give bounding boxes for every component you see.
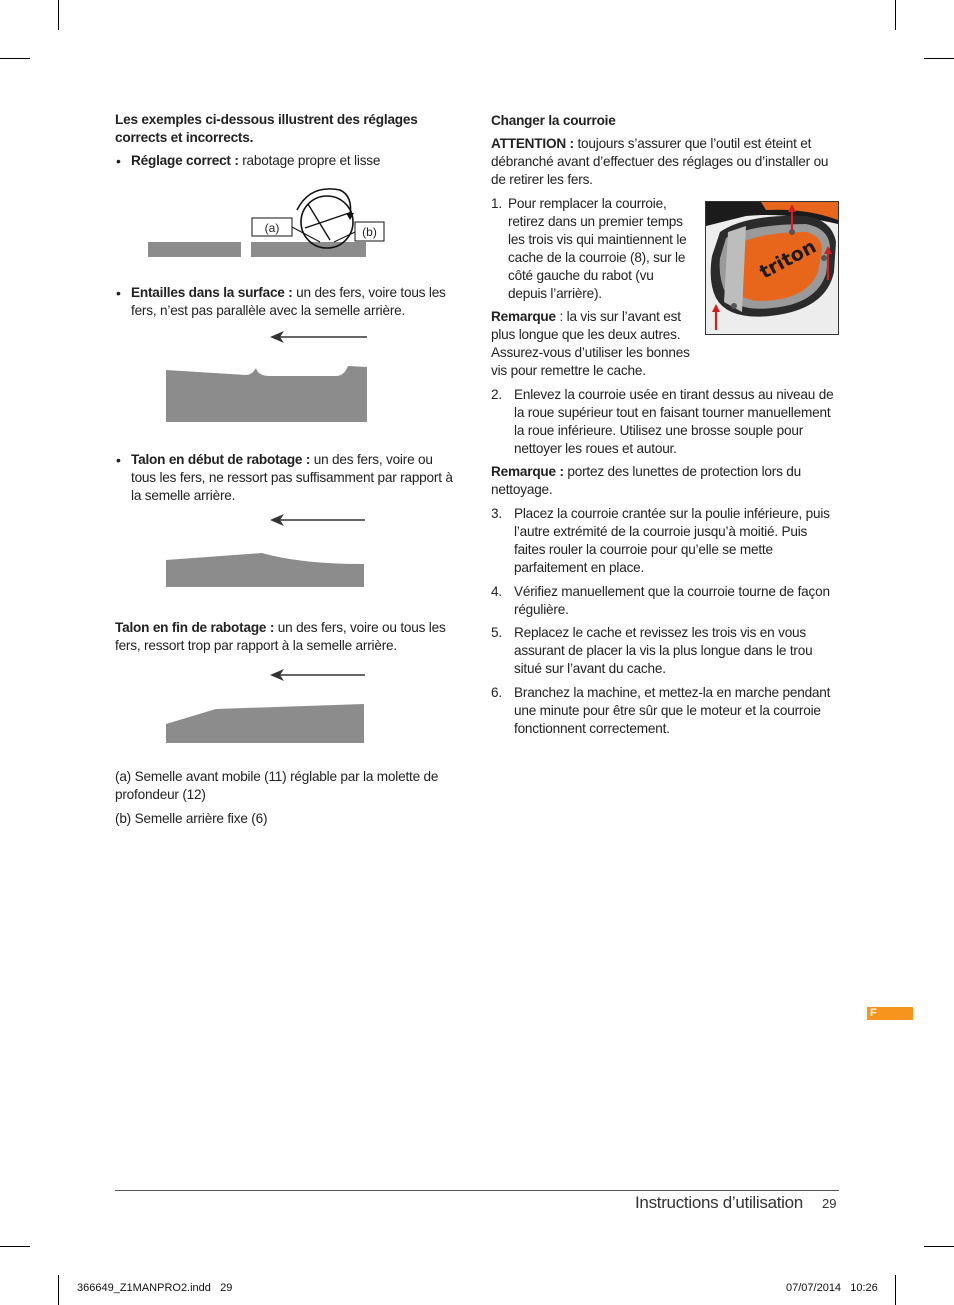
section-heading: Changer la courroie [491, 113, 616, 128]
note-b: (b) Semelle arrière fixe (6) [115, 811, 268, 826]
step-1-text: Pour remplacer la courroie, retirez dans un premier temps les trois vis qui maintiennent le cache de la courroie (8), sur le côté gauche du rabot (vu depuis l’arrière). [508, 196, 687, 301]
language-tab: F [867, 1007, 913, 1020]
diagram-snipe-end [160, 662, 375, 747]
photo-logo: triton [756, 235, 820, 284]
label-b: (b) [362, 225, 377, 239]
step-4-text: Vérifiez manuellement que la courroie tourne de façon régulière. [514, 584, 830, 617]
workpiece-shape [166, 553, 364, 587]
remark-text: : la vis sur l’avant est plus longue que les deux autres. Assurez-vous d’utiliser les bonnes vis pour remettre le cache. [491, 309, 690, 378]
crop-mark [924, 1246, 954, 1247]
rear-shoe-shape [251, 242, 366, 257]
footer-rule [115, 1190, 839, 1191]
step-3-text: Placez la courroie crantée sur la poulie inférieure, puis l’autre extrémité de la courroie jusqu’à moitié. Puis faites rouler la courroie pour qu’elle se mette parfaitement en place. [514, 506, 830, 575]
step-number: 1. [491, 196, 502, 211]
diagram-gouges [160, 328, 375, 428]
remark-2 [491, 463, 836, 499]
workpiece-shape [166, 366, 367, 422]
crop-mark [58, 0, 59, 30]
rotation-arrow [297, 189, 351, 216]
item-text: rabotage propre et lisse [238, 153, 381, 168]
item-label: Réglage correct : [131, 153, 239, 168]
crop-mark [895, 1275, 896, 1305]
item-label: Talon en fin de rabotage : [115, 620, 275, 635]
crop-mark [0, 1246, 30, 1247]
workpiece-shape [166, 704, 364, 743]
remark-label: Remarque [491, 309, 556, 324]
step-number: 6. [491, 685, 502, 700]
crop-mark [58, 1275, 59, 1305]
item-gouges [131, 284, 456, 320]
item-text: un des fers, voire ou tous les fers, ressort trop par rapport à la semelle arrière. [115, 620, 446, 653]
cutter-head-circle [301, 196, 353, 248]
attention-text: toujours s’assurer que l’outil est éteint et débranché avant d’effectuer des réglages ou d’installer ou de retirer les fers. [491, 136, 829, 187]
item-label: Talon en début de rabotage : [131, 452, 311, 467]
label-a: (a) [264, 221, 280, 235]
front-shoe-shape [148, 242, 241, 257]
crop-mark [0, 58, 30, 59]
item-label: Entailles dans la surface : [131, 285, 293, 300]
attention-paragraph [491, 135, 841, 189]
note-a: (a) Semelle avant mobile (11) réglable par la molette de profondeur (12) [115, 769, 439, 802]
item-correct [131, 152, 456, 170]
crop-mark [895, 0, 896, 30]
remark-1 [491, 308, 691, 380]
remark-text: portez des lunettes de protection lors du nettoyage. [491, 464, 801, 497]
step-number: 3. [491, 506, 502, 521]
slug-filename: 366649_Z1MANPRO2.indd 29 [77, 1282, 233, 1294]
blade-line [308, 204, 330, 240]
planer-photo [705, 201, 839, 335]
page-number: 29 [822, 1196, 837, 1211]
diagram-snipe-start [160, 510, 375, 595]
step-number: 2. [491, 387, 502, 402]
bullet: • [116, 153, 121, 169]
step-6-text: Branchez la machine, et mettez-la en marche pendant une minute pour être sûr que le moteur et la courroie fonctionnent correctement. [514, 685, 831, 736]
crop-mark [924, 58, 954, 59]
leader-line [292, 227, 320, 242]
bullet: • [116, 452, 121, 468]
item-text: un des fers, voire ou tous les fers, ne ressort pas suffisamment par rapport à la semelle arrière. [131, 452, 453, 503]
attention-label: ATTENTION : [491, 136, 574, 151]
step-number: 4. [491, 584, 502, 599]
step-5-text: Replacez le cache et revissez les trois vis en vous assurant de placer la vis la plus longue dans le trou situé sur l’avant du cache. [514, 625, 813, 676]
bullet: • [116, 285, 121, 301]
step-2-text: Enlevez la courroie usée en tirant dessus au niveau de la roue supérieur tout en faisant tourner manuellement la roue inférieure. Utilisez une brosse souple pour nettoyer les roues et autour. [514, 387, 834, 456]
step-number: 5. [491, 625, 502, 640]
footer-title: Instructions d’utilisation [635, 1193, 803, 1212]
item-snipe-end [115, 619, 460, 655]
blade-line [305, 212, 352, 228]
intro-heading: Les exemples ci-dessous illustrent des réglages corrects et incorrects. [115, 112, 418, 145]
slug-date: 07/07/2014 10:26 [786, 1282, 878, 1294]
item-snipe-start [131, 451, 456, 505]
item-text: un des fers, voire tous les fers, n’est pas parallèle avec la semelle arrière. [131, 285, 446, 318]
remark-label: Remarque : [491, 464, 564, 479]
